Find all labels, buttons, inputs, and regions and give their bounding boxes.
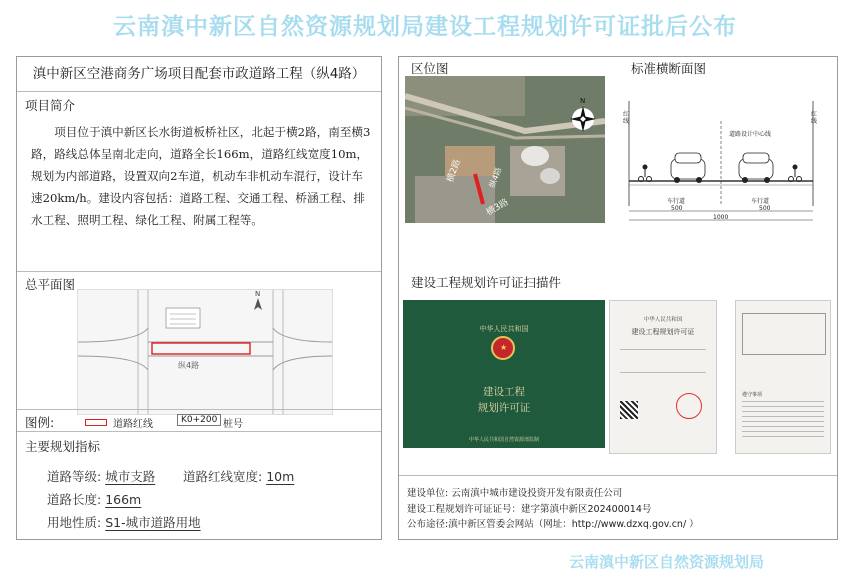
legend-stake-box: K0+200 (177, 414, 221, 426)
road-grade (47, 467, 155, 485)
scan-heading: 建设工程规划许可证扫描件 (411, 275, 562, 290)
site-plan-drawing (77, 289, 333, 415)
road-grade-label: 道路等级: (47, 469, 102, 484)
land-use-value: S1-城市道路用地 (105, 515, 201, 530)
page-title: 云南滇中新区自然资源规划局建设工程规划许可证批后公布 (113, 14, 737, 40)
permit-number: 建设工程规划许可证证号：建字第滇中新区202400014号 (407, 504, 652, 515)
intro-text: 项目位于滇中新区长水街道板桥社区，北起于横2路，南至横3路，路线总体呈南北走向，道路全长166m，道路红线宽度10m，规划为内部道路，设置双向2车道，机动车非机动车混行，设计车速20km/h。建设内容包括：道路工程、交通工程、桥涵工程、排水工程、照明工程、绿化工程、附属工程等。 (31, 125, 371, 227)
star-icon: ★ (500, 343, 508, 352)
section-width-total: 1000 (713, 214, 729, 221)
footer-brand: 云南滇中新区自然资源规划局 (568, 553, 764, 571)
divider (17, 431, 381, 432)
site-plan-svg (78, 290, 332, 414)
road-length-value: 166m (105, 492, 142, 507)
map-label-heng2: 横2路 (445, 158, 464, 184)
divider (17, 409, 381, 410)
land-use (47, 513, 201, 531)
section-left-redline: 红线 (623, 111, 630, 125)
intro-heading: 项目简介 (25, 98, 76, 113)
cover-footer: 中华人民共和国自然资源部监制 (468, 437, 539, 443)
section-center-label: 道路设计中心线 (729, 131, 772, 138)
qr-code-icon (620, 401, 638, 419)
road-length (47, 490, 141, 508)
annex-note-title: 遵守事项 (742, 392, 763, 398)
divider (399, 475, 837, 476)
divider (17, 271, 381, 272)
annex-note-lines (742, 401, 824, 441)
section-right-redline: 红线 (811, 111, 818, 125)
permit-inner-page (609, 300, 717, 454)
right-panel (398, 56, 838, 540)
cover-country: 中华人民共和国 (479, 325, 529, 333)
location-map (405, 76, 605, 223)
permit-cover (403, 300, 605, 448)
indicators-heading: 主要规划指标 (25, 439, 101, 454)
legend-heading: 图例: (25, 415, 55, 430)
land-use-label: 用地性质: (47, 515, 102, 530)
left-panel (16, 56, 382, 540)
inner-text-block (620, 349, 706, 373)
construction-unit: 建设单位: 云南滇中城市建设投资开发有限责任公司 (407, 488, 623, 499)
map-label-heng3: 横3路 (484, 197, 511, 219)
road-width-label: 道路红线宽度: (183, 469, 263, 484)
plan-road-label: 纵4路 (178, 361, 200, 370)
red-seal-icon (676, 393, 702, 419)
road-length-label: 道路长度: (47, 492, 102, 507)
annex-table (742, 313, 826, 355)
plan-north-label: N (255, 290, 261, 298)
plan-heading: 总平面图 (25, 277, 76, 292)
permit-annex-page (735, 300, 831, 454)
legend-stake-label: 桩号 (223, 419, 243, 430)
inner-country: 中华人民共和国 (643, 317, 683, 323)
section-lane-left: 车行道 (667, 198, 686, 205)
inner-title: 建设工程规划许可证 (631, 328, 695, 336)
cover-title-2: 规划许可证 (477, 402, 531, 414)
section-width-right: 500 (759, 205, 771, 212)
road-grade-value: 城市支路 (105, 469, 156, 484)
road-width (183, 467, 294, 485)
legend (25, 413, 54, 431)
section-width-left: 500 (671, 205, 683, 212)
map-north-label: N (580, 97, 586, 105)
project-title: 滇中新区空港商务广场项目配套市政道路工程（纵4路） (17, 57, 381, 92)
location-heading: 区位图 (411, 61, 449, 76)
publish-channel: 公布途径:滇中新区管委会网站（网址：http://www.dzxq.gov.cn/ ） (407, 519, 699, 530)
cross-section-drawing (623, 81, 833, 227)
section-heading: 标准横断面图 (631, 61, 707, 76)
cross-section-svg (623, 81, 833, 227)
section-lane-right: 车行道 (751, 198, 770, 205)
legend-red-line-label: 道路红线 (113, 419, 153, 430)
map-label-zong4: 纵4路 (487, 166, 504, 189)
road-width-value: 10m (266, 469, 295, 484)
national-emblem-icon (491, 336, 515, 360)
cover-title-1: 建设工程 (483, 386, 525, 398)
legend-red-line-swatch (85, 419, 107, 426)
